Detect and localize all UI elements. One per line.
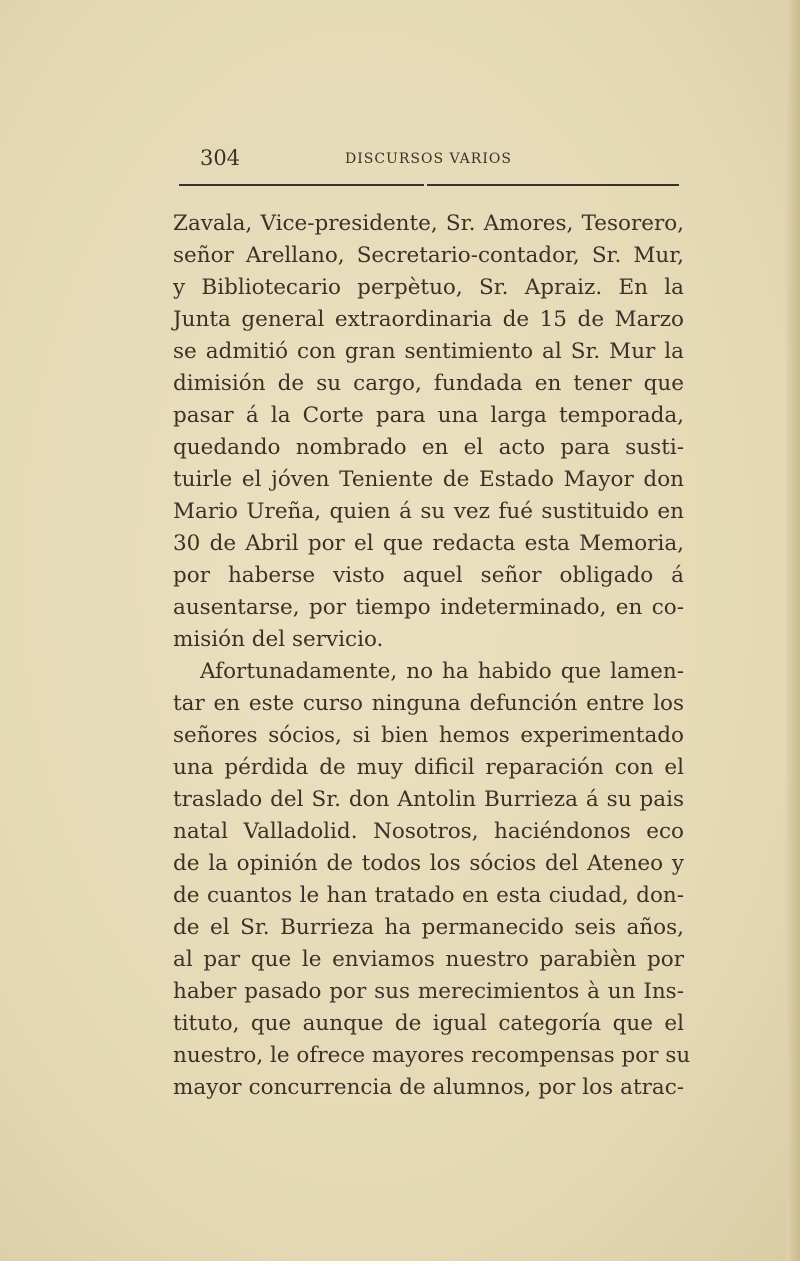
text-line: tituto, que aunque de igual categoría que el xyxy=(173,1011,684,1036)
text-line: señor Arellano, Secretario-contador, Sr. Mur, xyxy=(173,243,684,268)
text-line: ausentarse, por tiempo indeterminado, en co- xyxy=(173,595,684,620)
text-line: mayor concurrencia de alumnos, por los atrac- xyxy=(173,1075,684,1100)
running-title: DISCURSOS VARIOS xyxy=(345,151,512,167)
text-line: Afortunadamente, no ha habido que lamen- xyxy=(200,659,684,684)
text-line: misión del servicio. xyxy=(173,627,384,652)
text-line: de el Sr. Burrieza ha permanecido seis años, xyxy=(173,915,684,940)
text-line: pasar á la Corte para una larga temporada, xyxy=(173,403,684,428)
text-line: Zavala, Vice-presidente, Sr. Amores, Tesorero, xyxy=(173,211,684,236)
text-line: señores sócios, si bien hemos experimentado xyxy=(173,723,684,748)
text-line: al par que le enviamos nuestro parabièn por xyxy=(173,947,684,972)
text-line: haber pasado por sus merecimientos à un Ins- xyxy=(173,979,684,1004)
text-line: tuirle el jóven Teniente de Estado Mayor don xyxy=(173,467,684,492)
page-number: 304 xyxy=(200,146,241,170)
text-line: quedando nombrado en el acto para susti- xyxy=(173,435,684,460)
header-rule-left xyxy=(179,184,424,186)
text-line: y Bibliotecario perpètuo, Sr. Apraiz. En la xyxy=(173,275,684,300)
text-line: por haberse visto aquel señor obligado á xyxy=(173,563,684,588)
header-rule-right xyxy=(427,184,679,186)
text-line: dimisión de su cargo, fundada en tener que xyxy=(173,371,684,396)
page-edge xyxy=(786,0,800,1261)
text-line: nuestro, le ofrece mayores recompensas por su xyxy=(173,1043,691,1068)
body-text xyxy=(173,208,691,1104)
text-line: de cuantos le han tratado en esta ciudad, don- xyxy=(173,883,684,908)
text-line: una pérdida de muy dificil reparación con el xyxy=(173,755,684,780)
text-line: Mario Ureña, quien á su vez fué sustituido en xyxy=(173,499,684,524)
text-line: 30 de Abril por el que redacta esta Memoria, xyxy=(173,531,684,556)
text-line: traslado del Sr. don Antolin Burrieza á su pais xyxy=(173,787,684,812)
text-line: se admitió con gran sentimiento al Sr. Mur la xyxy=(173,339,684,364)
running-header xyxy=(200,146,683,174)
text-line: natal Valladolid. Nosotros, haciéndonos eco xyxy=(173,819,684,844)
text-line: Junta general extraordinaria de 15 de Marzo xyxy=(173,307,684,332)
text-line: de la opinión de todos los sócios del Ateneo y xyxy=(173,851,684,876)
text-line: tar en este curso ninguna defunción entre los xyxy=(173,691,684,716)
